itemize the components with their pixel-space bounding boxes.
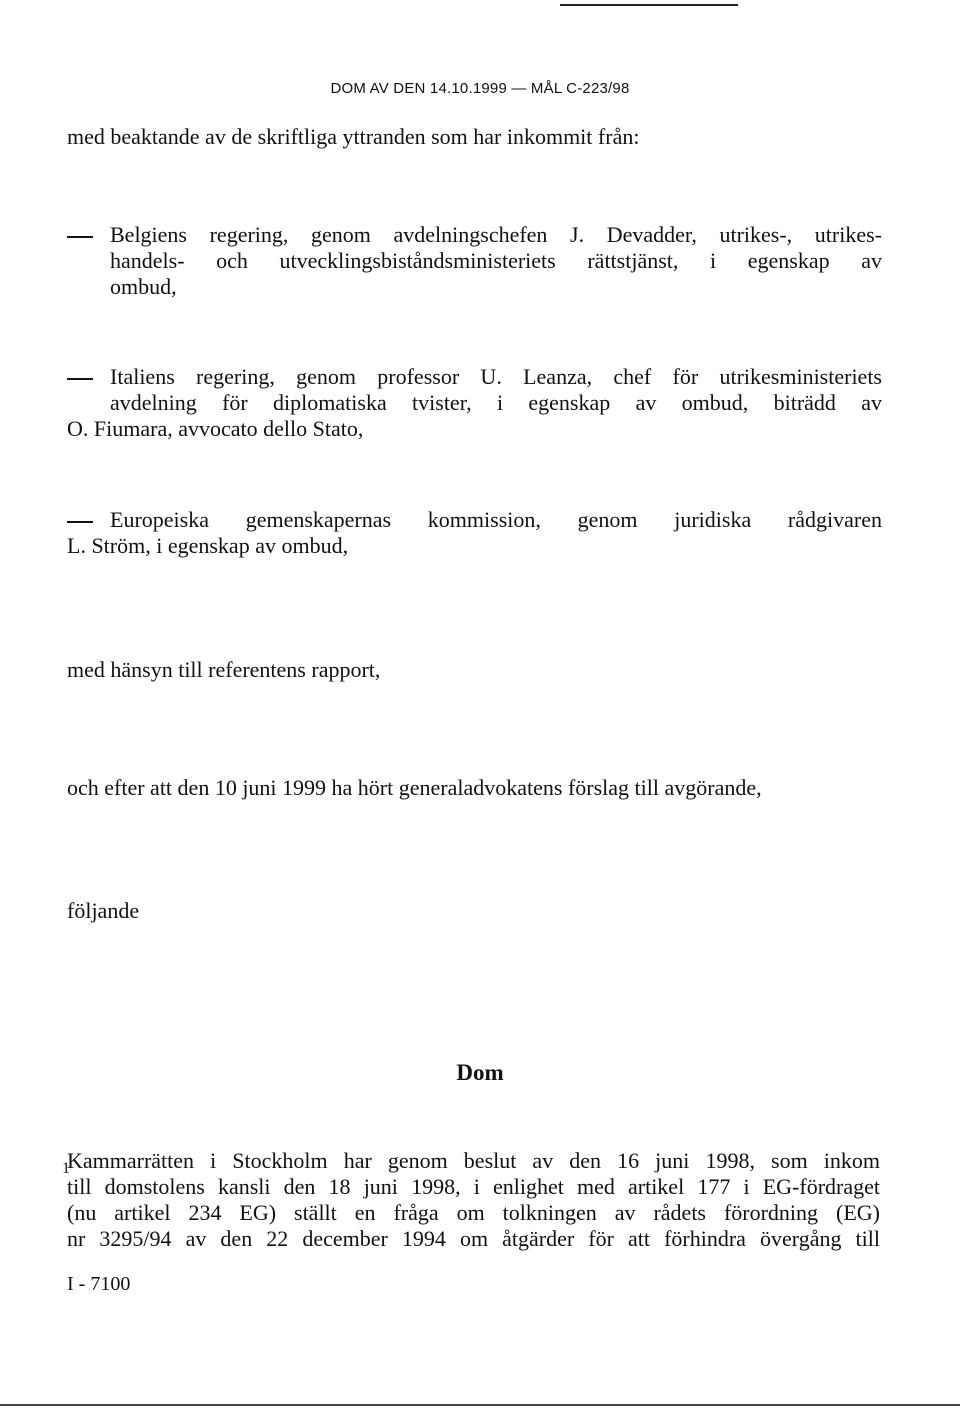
- report-text: med hänsyn till referentens rapport,: [67, 657, 381, 682]
- list-item-3-line-2: L. Ström, i egenskap av ombud,: [67, 533, 349, 558]
- paragraph-line-2: till domstolens kansli den 18 juni 1998, i enlighet med artikel 177 i EG-fördraget: [67, 1174, 880, 1199]
- list-item-1-line-1: Belgiens regering, genom avdelningschefen J. Devadder, utrikes-, utrikes-: [110, 222, 882, 247]
- list-dash: [67, 521, 93, 523]
- list-item-1-line-3: ombud,: [110, 274, 177, 299]
- opinion-text: och efter att den 10 juni 1999 ha hört generaladvokatens förslag till avgörande,: [67, 775, 762, 800]
- page-header: DOM AV DEN 14.10.1999 — MÅL C-223/98: [330, 80, 630, 97]
- list-dash: [67, 378, 93, 380]
- intro-text: med beaktande av de skriftliga yttranden som har inkommit från:: [67, 124, 640, 149]
- paragraph-line-4: nr 3295/94 av den 22 december 1994 om åtgärder för att förhindra övergång till: [67, 1226, 880, 1251]
- list-item-1-line-2: handels- och utvecklingsbiståndsministeriets rättstjänst, i egenskap av: [110, 248, 882, 273]
- paragraph-line-3: (nu artikel 234 EG) ställt en fråga om tolkningen av rådets förordning (EG): [67, 1200, 880, 1225]
- paragraph-number: 1: [62, 1160, 70, 1177]
- following-text: följande: [67, 898, 140, 923]
- paragraph-line-1: Kammarrätten i Stockholm har genom beslut av den 16 juni 1998, som inkom: [67, 1148, 880, 1173]
- bottom-rule: [0, 1404, 960, 1406]
- list-item-2-line-3: O. Fiumara, avvocato dello Stato,: [67, 416, 364, 441]
- page-number: I - 7100: [67, 1273, 131, 1295]
- list-dash: [67, 236, 93, 238]
- list-item-3-line-1: Europeiska gemenskapernas kommission, genom juridiska rådgivaren: [110, 507, 882, 532]
- top-rule: [560, 4, 738, 6]
- list-item-2-line-1: Italiens regering, genom professor U. Leanza, chef för utrikesministeriets: [110, 364, 882, 389]
- section-heading: Dom: [456, 1060, 504, 1085]
- list-item-2-line-2: avdelning för diplomatiska tvister, i egenskap av ombud, biträdd av: [110, 390, 882, 415]
